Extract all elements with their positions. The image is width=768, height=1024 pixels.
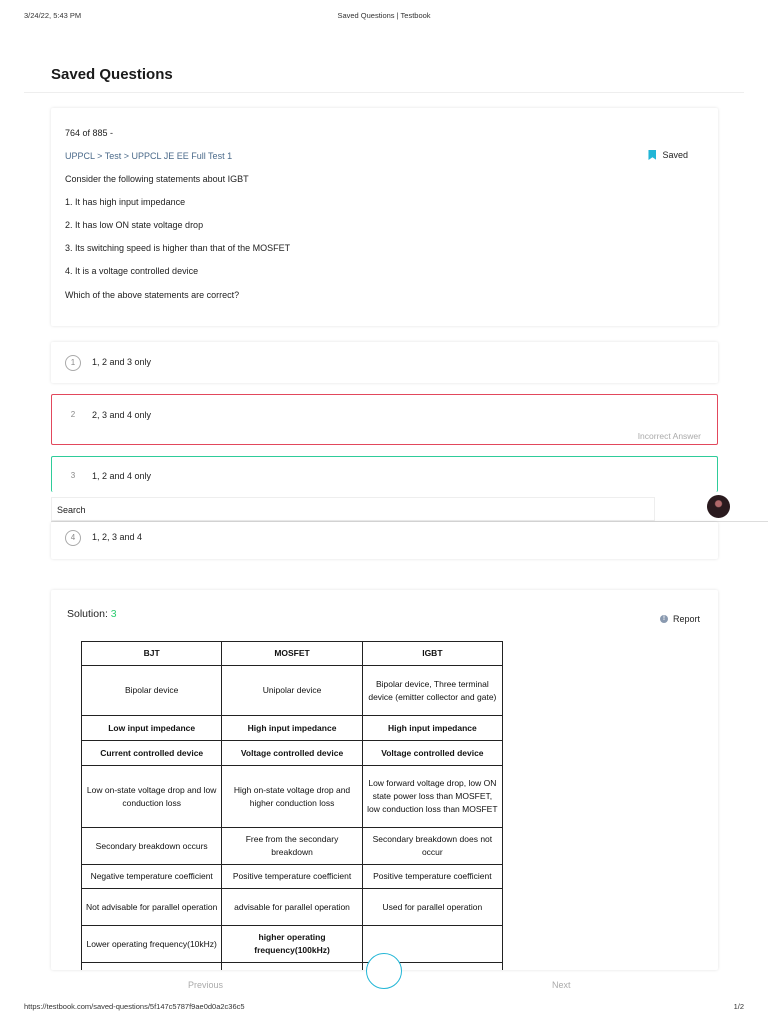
incorrect-answer-label: Incorrect Answer	[637, 431, 701, 441]
statement-4: 4. It is a voltage controlled device	[65, 266, 199, 276]
search-input[interactable]: Search	[51, 497, 655, 521]
option-2-incorrect[interactable]	[51, 394, 718, 445]
option-label: 1, 2 and 4 only	[92, 471, 152, 481]
table-cell: Bipolar device	[82, 666, 222, 716]
solution-card	[51, 590, 718, 970]
avatar[interactable]	[707, 495, 730, 518]
solution-label: Solution:	[67, 608, 111, 620]
info-icon: !	[660, 615, 668, 623]
table-cell: Unipolar device	[222, 666, 362, 716]
page-title: Saved Questions	[51, 66, 173, 83]
table-cell	[82, 963, 222, 971]
option-label: 1, 2, 3 and 4	[92, 532, 143, 542]
table-cell: Positive temperature coefficient	[222, 865, 362, 889]
table-cell: Secondary breakdown does not occur	[362, 828, 502, 865]
table-cell: Low input impedance	[82, 716, 222, 741]
table-row	[82, 766, 503, 828]
option-3-correct[interactable]	[51, 456, 718, 492]
table-cell: Secondary breakdown occurs	[82, 828, 222, 865]
print-url: https://testbook.com/saved-questions/5f147c5787f9ae0d0a2c36c5	[24, 1002, 245, 1011]
table-cell: Low on-state voltage drop and low conduction loss	[82, 766, 222, 828]
option-number: 3	[70, 471, 76, 480]
divider	[24, 92, 744, 93]
next-button[interactable]: Next	[552, 980, 571, 990]
table-cell: High input impedance	[362, 716, 502, 741]
question-card	[51, 108, 718, 326]
option-1[interactable]	[51, 342, 718, 383]
table-row	[82, 926, 503, 963]
table-cell: advisable for parallel operation	[222, 889, 362, 926]
table-cell: Bipolar device, Three terminal device (emitter collector and gate)	[362, 666, 502, 716]
report-label: Report	[672, 614, 700, 624]
bookmark-icon	[648, 150, 656, 160]
statement-2: 2. It has low ON state voltage drop	[65, 220, 204, 230]
table-cell: Used for parallel operation	[362, 889, 502, 926]
table-cell: Positive temperature coefficient	[362, 865, 502, 889]
statement-3: 3. Its switching speed is higher than that of the MOSFET	[65, 243, 291, 253]
print-page-number: 1/2	[733, 1002, 744, 1011]
comparison-table	[81, 641, 503, 970]
table-cell: Not advisable for parallel operation	[82, 889, 222, 926]
table-header-row	[82, 642, 503, 666]
table-clip	[51, 590, 718, 970]
option-label: 1, 2 and 3 only	[92, 357, 152, 367]
statement-1: 1. It has high input impedance	[65, 197, 186, 207]
table-header: BJT	[82, 642, 222, 666]
print-date: 3/24/22, 5:43 PM	[24, 11, 82, 20]
breadcrumb[interactable]: UPPCL > Test > UPPCL JE EE Full Test 1	[65, 151, 233, 161]
question-prompt: Which of the above statements are correct?	[65, 290, 240, 300]
saved-label: Saved	[662, 150, 688, 160]
solution-answer: 3	[110, 608, 117, 620]
table-row	[82, 828, 503, 865]
option-number: 1	[65, 355, 81, 371]
table-cell: higher operating frequency(100kHz)	[222, 926, 362, 963]
table-cell: High on-state voltage drop and higher conduction loss	[222, 766, 362, 828]
print-header	[24, 11, 744, 23]
table-row	[82, 865, 503, 889]
table-cell: Free from the secondary breakdown	[222, 828, 362, 865]
table-cell: Voltage controlled device	[222, 741, 362, 766]
question-count: 764 of 885 -	[65, 128, 114, 138]
print-title: Saved Questions | Testbook	[337, 11, 431, 20]
table-cell: Current controlled device	[82, 741, 222, 766]
question-palette-button[interactable]	[366, 953, 402, 989]
table-cell	[222, 963, 362, 971]
option-4[interactable]	[51, 522, 718, 559]
previous-button[interactable]: Previous	[188, 980, 224, 990]
saved-toggle[interactable]	[648, 150, 688, 160]
table-row	[82, 666, 503, 716]
table-cell: Negative temperature coefficient	[82, 865, 222, 889]
question-stem: Consider the following statements about IGBT	[65, 174, 249, 184]
option-label: 2, 3 and 4 only	[92, 410, 152, 420]
table-header: IGBT	[362, 642, 502, 666]
option-number: 2	[70, 410, 76, 419]
table-row	[82, 716, 503, 741]
table-row	[82, 889, 503, 926]
table-cell: Low forward voltage drop, low ON state power loss than MOSFET, low conduction loss than MOSFET	[362, 766, 502, 828]
table-row	[82, 741, 503, 766]
table-cell: High input impedance	[222, 716, 362, 741]
table-cell: Voltage controlled device	[362, 741, 502, 766]
table-row-partial	[82, 963, 503, 971]
table-header: MOSFET	[222, 642, 362, 666]
table-cell: Lower operating frequency(10kHz)	[82, 926, 222, 963]
option-number: 4	[65, 530, 81, 546]
